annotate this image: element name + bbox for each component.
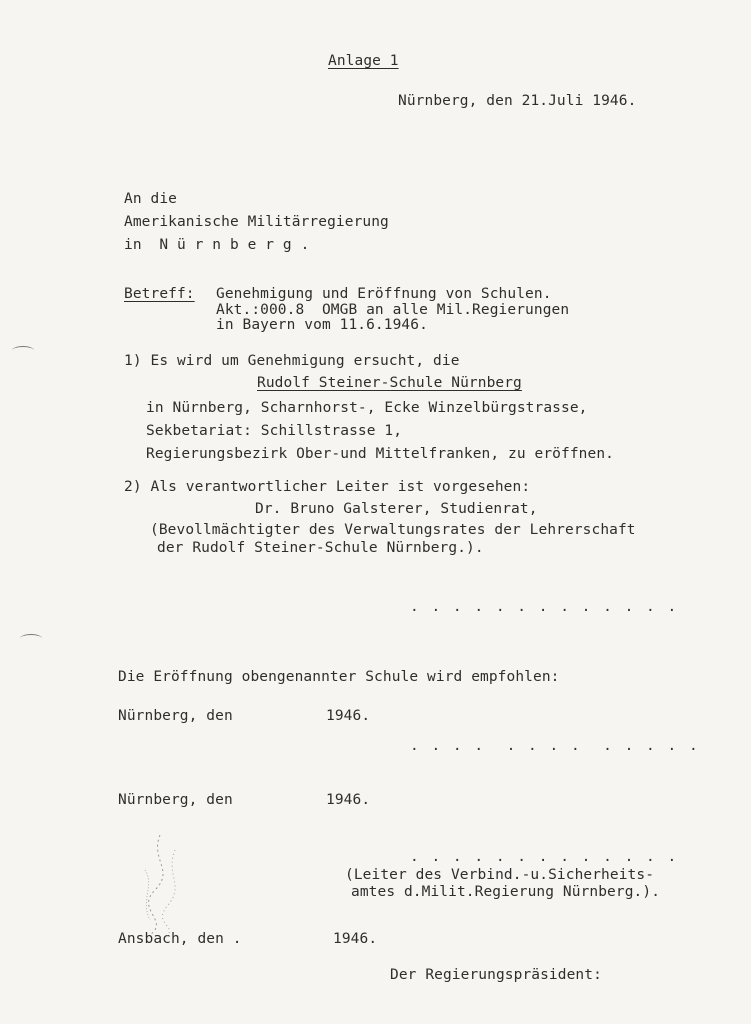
office-line1: (Leiter des Verbind.-u.Sicherheits-: [345, 867, 655, 883]
sig3-year: 1946.: [333, 931, 378, 947]
leader-name: Dr. Bruno Galsterer, Studienrat,: [255, 501, 538, 517]
school-district: Regierungsbezirk Ober-und Mittelfranken, zu eröffnen.: [146, 446, 614, 462]
sig1-place: Nürnberg, den: [118, 708, 233, 724]
sig3-place: Ansbach, den .: [118, 931, 242, 947]
hole-punch-mark: [20, 634, 42, 643]
school-secretariat: Sekbetariat: Schillstrasse 1,: [146, 423, 403, 439]
subject-label: Betreff:: [124, 286, 195, 302]
subject-line2: Akt.:000.8 OMGB an alle Mil.Regierungen: [216, 302, 570, 318]
hole-punch-mark: [12, 346, 34, 355]
leader-role-line1: (Bevollmächtigter des Verwaltungsrates der Lehrerschaft: [150, 522, 636, 538]
office-line2: amtes d.Milit.Regierung Nürnberg.).: [351, 884, 661, 900]
signature-dots-1: . . . . . . . . . . . . .: [410, 599, 679, 615]
school-name: Rudolf Steiner-Schule Nürnberg: [257, 375, 522, 391]
recipient-line3: in N ü r n b e r g .: [124, 237, 310, 253]
sig2-year: 1946.: [326, 792, 371, 808]
school-address: in Nürnberg, Scharnhorst-, Ecke Winzelbürgstrasse,: [146, 400, 588, 416]
recipient-line1: An die: [124, 191, 177, 207]
president-title: Der Regierungspräsident:: [390, 967, 602, 983]
sig2-place: Nürnberg, den: [118, 792, 233, 808]
subject-line1: Genehmigung und Eröffnung von Schulen.: [216, 286, 552, 302]
subject-line3: in Bayern vom 11.6.1946.: [216, 317, 428, 333]
sig1-year: 1946.: [326, 708, 371, 724]
signature-dots-3: . . . . . . . . . . . . .: [410, 849, 679, 865]
attachment-title: Anlage 1: [328, 53, 399, 69]
signature-dots-2: . . . . . . . . . . . . .: [410, 738, 700, 754]
place-date: Nürnberg, den 21.Juli 1946.: [398, 93, 637, 109]
recipient-line2: Amerikanische Militärregierung: [124, 214, 389, 230]
pencil-scribble: [120, 830, 210, 940]
leader-role-line2: der Rudolf Steiner-Schule Nürnberg.).: [157, 540, 484, 556]
item2-intro: 2) Als verantwortlicher Leiter ist vorgesehen:: [124, 479, 531, 495]
recommendation-text: Die Eröffnung obengenannter Schule wird empfohlen:: [118, 669, 560, 685]
item1-intro: 1) Es wird um Genehmigung ersucht, die: [124, 353, 460, 369]
